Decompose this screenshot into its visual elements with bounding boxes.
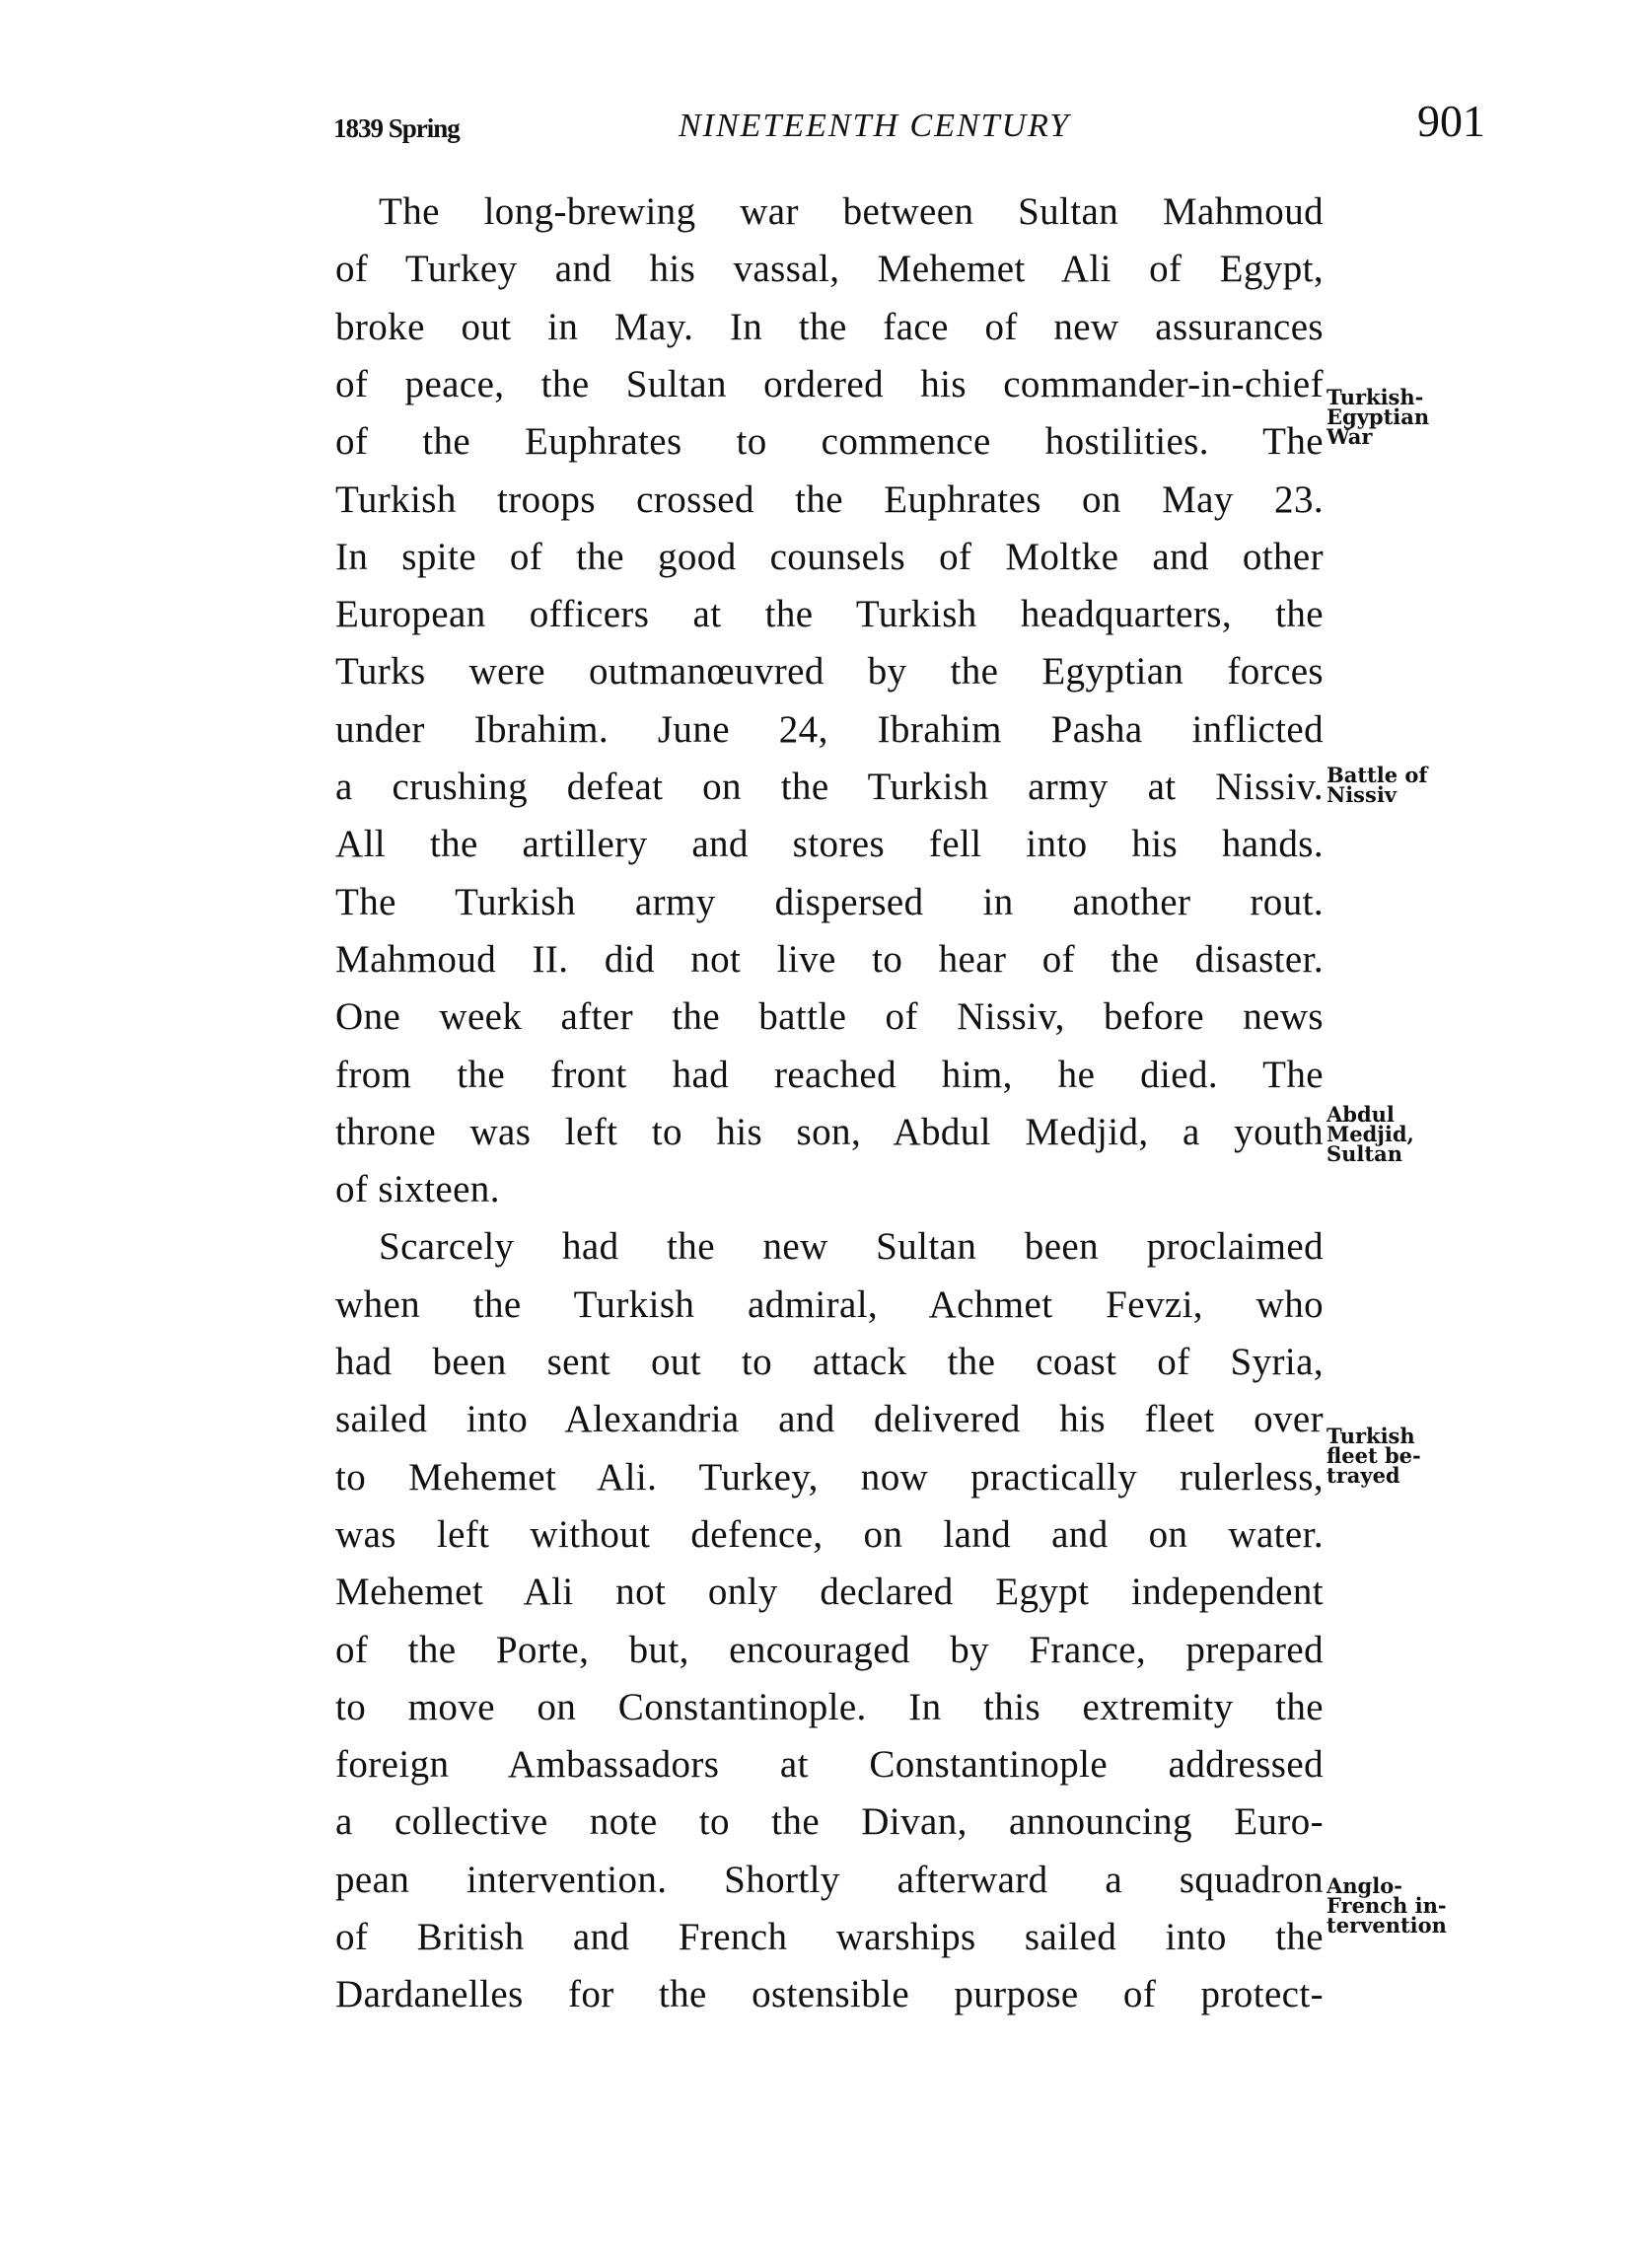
text-line: of sixteen.	[335, 1168, 500, 1211]
text-line: a collective note to the Divan, announcing Euro-	[335, 1800, 1324, 1844]
text-line: The Turkish army dispersed in another rout.	[335, 880, 1324, 923]
margin-note: Turkish fleet be- trayed	[1326, 1424, 1421, 1488]
margin-note: Anglo- French in- tervention	[1326, 1873, 1447, 1938]
text-line: pean intervention. Shortly afterward a squadron	[335, 1858, 1324, 1901]
header-title: NINETEENTH CENTURY	[679, 108, 1071, 144]
text-line: under Ibrahim. June 24, Ibrahim Pasha inflicted	[335, 707, 1324, 751]
text-line: Turks were outmanœuvred by the Egyptian forces	[335, 650, 1324, 694]
text-line: of the Porte, but, encouraged by France, prepared	[335, 1628, 1324, 1671]
text-line: from the front had reached him, he died. The	[335, 1053, 1324, 1096]
header-date: 1839 Spring	[333, 113, 460, 143]
text-line: Dardanelles for the ostensible purpose of protect-	[335, 1973, 1324, 2016]
text-line: One week after the battle of Nissiv, before news	[335, 995, 1324, 1039]
text-line: throne was left to his son, Abdul Medjid, a youth	[335, 1110, 1324, 1153]
text-line: Turkish troops crossed the Euphrates on May 23.	[335, 477, 1324, 521]
text-line: Scarcely had the new Sultan been proclaimed	[379, 1225, 1324, 1269]
text-line: Mahmoud II. did not live to hear of the disaster.	[335, 937, 1324, 981]
text-line: a crushing defeat on the Turkish army at Nissiv.	[335, 766, 1324, 808]
text-line: The long-brewing war between Sultan Mahmoud	[379, 190, 1324, 233]
text-line: All the artillery and stores fell into his hands.	[335, 823, 1324, 866]
text-line: when the Turkish admiral, Achmet Fevzi, who	[335, 1282, 1324, 1326]
margin-note: Battle of Nissiv	[1326, 763, 1428, 807]
text-line: Mehemet Ali not only declared Egypt independent	[335, 1571, 1324, 1614]
text-line: was left without defence, on land and on water.	[335, 1512, 1324, 1556]
text-line: of Turkey and his vassal, Mehemet Ali of Egypt,	[335, 248, 1324, 291]
text-line: to move on Constantinople. In this extremity the	[335, 1685, 1324, 1728]
text-line: sailed into Alexandria and delivered his fleet over	[335, 1398, 1324, 1441]
text-line: of British and French warships sailed into the	[335, 1916, 1324, 1958]
text-line: to Mehemet Ali. Turkey, now practically rulerless,	[335, 1455, 1324, 1499]
page-number: 901	[1417, 96, 1485, 146]
text-line: In spite of the good counsels of Moltke and other	[335, 535, 1324, 578]
text-line: foreign Ambassadors at Constantinople addressed	[335, 1743, 1324, 1787]
text-line: European officers at the Turkish headquarters, the	[335, 593, 1324, 636]
margin-note: Turkish- Egyptian War	[1326, 385, 1430, 449]
text-line: of peace, the Sultan ordered his commander-in-chief	[335, 362, 1324, 405]
text-line: had been sent out to attack the coast of Syria,	[335, 1341, 1324, 1383]
text-line: of the Euphrates to commence hostilities. The	[335, 420, 1324, 464]
margin-note: Abdul Medjid, Sultan	[1326, 1102, 1414, 1166]
text-line: broke out in May. In the face of new assurances	[335, 305, 1324, 348]
